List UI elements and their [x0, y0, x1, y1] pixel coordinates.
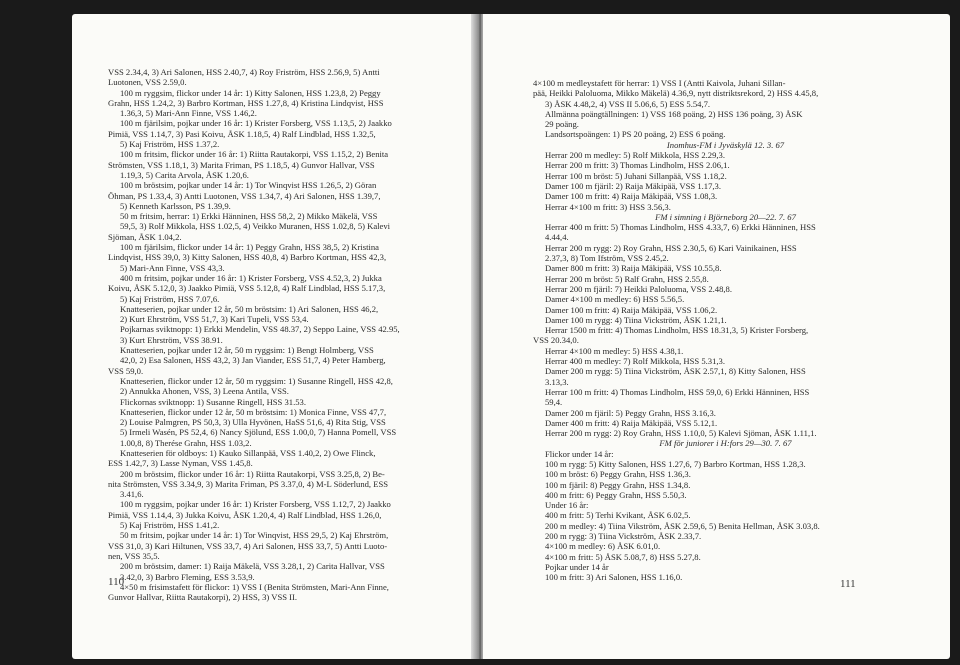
text-line: 4×100 m medley: 6) ÅSK 6.01,0. — [545, 541, 661, 552]
text-line: 100 m fjärilsim, flickor under 14 år: 1) Peggy Grahn, HSS 38,5, 2) Kristina — [120, 242, 379, 253]
text-line: Damer 800 m fritt: 3) Raija Mäkipää, VSS 10.55,8. — [545, 263, 722, 274]
text-line: Knatteserien, pojkar under 12 år, 50 m bröstsim: 1) Ari Salonen, HSS 46,2, — [120, 303, 379, 314]
text-line: 200 m rygg: 3) Tiina Vickström, ÅSK 2.33,7. — [545, 531, 702, 542]
text-line: 59,5, 3) Rolf Mikkola, HSS 1.02,5, 4) Veikko Muranen, HSS 1.02,8, 5) Kalevi — [120, 221, 391, 232]
text-line: Herrar 1500 m fritt: 4) Thomas Lindholm, HSS 18.31,3, 5) Krister Forsberg, — [545, 325, 809, 336]
text-line: VSS 20.34,0. — [533, 335, 579, 346]
text-line: 1.00,8, 8) Therése Grahn, HSS 1.03,2. — [120, 437, 252, 448]
text-line: 100 m bröst: 6) Peggy Grahn, HSS 1.36,3. — [545, 469, 691, 480]
text-line: 1.36,3, 5) Mari-Ann Finne, VSS 1.46,2. — [120, 108, 257, 119]
text-line: Lindqvist, HSS 39,0, 3) Kitty Salonen, HSS 40,8, 4) Barbro Kortman, HSS 42,3, — [108, 252, 387, 263]
text-line: 5) Irmeli Wasén, PS 52,4, 6) Nancy Sjölund, ESS 1.00,0, 7) Hanna Pomell, VSS — [120, 427, 397, 438]
text-line: Knatteserien, flickor under 12 år, 50 m bröstsim: 1) Monica Finne, VSS 47,7, — [120, 406, 387, 417]
text-line: 5) Mari-Ann Finne, VSS 43,3. — [120, 262, 225, 273]
text-line: Knatteserien, pojkar under 12 år, 50 m ryggsim: 1) Bengt Holmberg, VSS — [120, 345, 374, 356]
text-line: Flickornas sviktnopp: 1) Susanne Ringell, HSS 31.53. — [120, 396, 306, 407]
text-line: Damer 100 m fjäril: 2) Raija Mäkipää, VSS 1.17,3. — [545, 180, 721, 191]
text-line: nen, VSS 35,5. — [108, 550, 160, 561]
text-line: Pojkarnas sviktnopp: 1) Erkki Mendelin, VSS 48.37, 2) Seppo Laine, VSS 42.95, — [120, 324, 400, 335]
text-line: 5) Kaj Friström, HSS 7.07,6. — [120, 293, 220, 304]
text-line: Herrar 200 m medley: 5) Rolf Mikkola, HSS 2.29,3. — [545, 150, 725, 161]
right-page — [483, 14, 950, 659]
text-line: ESS 1.42,7, 3) Lasse Nyman, VSS 1.45,8. — [108, 458, 253, 469]
text-line: Flickor under 14 år: — [545, 448, 614, 459]
left-page — [72, 14, 477, 659]
text-line: 3.42,0, 3) Barbro Fleming, ESS 3.53,9. — [120, 571, 255, 582]
text-line: Knatteserien, flickor under 12 år, 50 m ryggsim: 1) Susanne Ringell, HSS 42,8, — [120, 375, 393, 386]
text-line: Pojkar under 14 år — [545, 561, 609, 572]
text-line: Allmänna poängtällningen: 1) VSS 168 poäng, 2) HSS 136 poäng, 3) ÅSK — [545, 108, 803, 119]
text-line: 4×100 m fritt: 5) ÅSK 5.08,7, 8) HSS 5.27,8. — [545, 551, 701, 562]
text-line: Landsortspoängen: 1) PS 20 poäng, 2) ESS 6 poäng. — [545, 129, 726, 140]
text-line: 1.19,3, 5) Carita Arvola, ÅSK 1.20,6. — [120, 169, 249, 180]
text-line: 2) Annukka Ahonen, VSS, 3) Leena Antila, VSS. — [120, 386, 289, 397]
text-line: FM i simning i Björneborg 20—22. 7. 67 — [655, 211, 796, 222]
text-line: Under 16 år: — [545, 500, 589, 511]
text-line: FM för juniorer i H:fors 29—30. 7. 67 — [659, 438, 792, 449]
text-line: 5) Kaj Friström, HSS 1.41,2. — [120, 520, 220, 531]
text-line: 2) Louise Palmgren, PS 50,3, 3) Ulla Hyvönen, HaSS 51,6, 4) Rita Stig, VSS — [120, 417, 386, 428]
text-line: 4.44,4. — [545, 232, 569, 243]
text-line: Damer 100 m fritt: 4) Raija Mäkipää, VSS 1.08,3. — [545, 191, 718, 202]
left-page-text — [108, 67, 453, 602]
text-line: Damer 4×100 m medley: 6) HSS 5.56,5. — [545, 294, 685, 305]
text-line: 2.37,3, 8) Tom Ifström, VSS 2.45,2. — [545, 253, 669, 264]
text-line: 42,0, 2) Esa Salonen, HSS 43,2, 3) Jan Viander, ESS 51,7, 4) Peter Hamberg, — [120, 355, 386, 366]
text-line: 100 m ryggsim, flickor under 14 år: 1) Kitty Salonen, HSS 1.23,8, 2) Peggy — [120, 87, 381, 98]
text-line: 50 m fritsim, herrar: 1) Erkki Hänninen, HSS 58,2, 2) Mikko Mäkelä, VSS — [120, 211, 378, 222]
text-line: 4×50 m frisimstafett för flickor: 1) VSS I (Benita Strömsten, Mari-Ann Finne, — [120, 581, 389, 592]
text-line: 2) Kurt Ehrström, VSS 51,7, 3) Kari Tupeli, VSS 53,4. — [120, 314, 309, 325]
text-line: Damer 400 m fritt: 4) Raija Mäkipää, VSS 5.12,1. — [545, 417, 718, 428]
text-line: Grahn, HSS 1.24,2, 3) Barbro Kortman, HSS 1.27,8, 4) Kristina Lindqvist, HSS — [108, 97, 384, 108]
text-line: 400 m fritt: 6) Peggy Grahn, HSS 5.50,3. — [545, 489, 687, 500]
text-line: Herrar 4×100 m medley: 5) HSS 4.38,1. — [545, 345, 684, 356]
text-line: 3) Kurt Ehrström, VSS 38.91. — [120, 334, 223, 345]
right-page-number: 111 — [840, 578, 856, 590]
text-line: 3.13,3. — [545, 376, 569, 387]
text-line: 100 m fjäril: 8) Peggy Grahn, HSS 1.34,8. — [545, 479, 691, 490]
text-line: Herrar 4×100 m fritt: 3) HSS 3.56,3. — [545, 201, 671, 212]
text-line: 100 m fritsim, flickor under 16 år: 1) Riitta Rautakorpi, VSS 1.15,2, 2) Benita — [120, 149, 389, 160]
text-line: Koivu, ÅSK 5.12,0, 3) Jaakko Pimiä, VSS 5.12,8, 4) Ralf Lindblad, HSS 5.17,3, — [108, 283, 386, 294]
right-page-text — [533, 78, 918, 583]
text-line: 200 m medley: 4) Tiina Vikström, ÅSK 2.59,6, 5) Benita Hellman, ÅSK 3.03,8. — [545, 520, 820, 531]
text-line: Sjöman, ÅSK 1.04,2. — [108, 231, 182, 242]
text-line: VSS 59,0. — [108, 365, 144, 376]
text-line: 400 m fritsim, pojkar under 16 år: 1) Krister Forsberg, VSS 4.52,3, 2) Jukka — [120, 272, 382, 283]
left-page-number: 110 — [108, 576, 125, 588]
text-line: 5) Kaj Friström, HSS 1.37,2. — [120, 139, 220, 150]
text-line: 200 m bröstsim, damer: 1) Raija Mäkelä, VSS 3.28,1, 2) Carita Hallvar, VSS — [120, 561, 385, 572]
text-line: Damer 100 m fritt: 4) Raija Mäkipää, VSS 1.06,2. — [545, 304, 718, 315]
text-line: VSS 2.34,4, 3) Ari Salonen, HSS 2.40,7, 4) Roy Friström, HSS 2.56,9, 5) Antti — [108, 67, 380, 77]
text-line: Damer 200 m rygg: 5) Tiina Vickström, ÅSK 2.57,1, 8) Kitty Salonen, HSS — [545, 366, 806, 377]
text-line: Herrar 100 m fritt: 4) Thomas Lindholm, HSS 59,0, 6) Erkki Hänninen, HSS — [545, 386, 810, 397]
text-line: Damer 200 m fjäril: 5) Peggy Grahn, HSS 3.16,3. — [545, 407, 716, 418]
text-line: 4×100 m medleystafett för herrar: 1) VSS I (Antti Kaivola, Juhani Sillan- — [533, 78, 786, 88]
text-line: Herrar 100 m bröst: 5) Juhani Sillanpää, VSS 1.18,2. — [545, 170, 727, 181]
text-line: 5) Kenneth Karlsson, PS 1.39,9. — [120, 200, 231, 211]
text-line: 400 m fritt: 5) Terhi Kvikant, ÅSK 6.02,5. — [545, 510, 691, 521]
text-line: VSS 31,0, 3) Kari Hiltunen, VSS 33,7, 4) Ari Salonen, HSS 33,7, 5) Antti Luoto- — [108, 540, 388, 551]
text-line: 3.41,6. — [120, 489, 144, 500]
text-line: Herrar 200 m fritt: 3) Thomas Lindholm, HSS 2.06,1. — [545, 160, 730, 171]
text-line: Herrar 400 m fritt: 5) Thomas Lindholm, HSS 4.33,7, 6) Erkki Hänninen, HSS — [545, 222, 816, 233]
text-line: 100 m rygg: 5) Kitty Salonen, HSS 1.27,6, 7) Barbro Kortman, HSS 1.28,3. — [545, 458, 806, 469]
text-line: 59,4. — [545, 397, 563, 408]
text-line: Herrar 200 m fjäril: 7) Heikki Paloluoma, VSS 2.48,8. — [545, 283, 732, 294]
text-line: 3) ÅSK 4.48,2, 4) VSS II 5.06,6, 5) ESS 5.54,7. — [545, 98, 711, 109]
text-line: Pimiä, VSS 1.14,7, 3) Pasi Koivu, ÅSK 1.18,5, 4) Ralf Lindblad, HSS 1.32,5, — [108, 128, 376, 139]
text-line: Herrar 200 m bröst: 5) Ralf Grahn, HSS 2.55,8. — [545, 273, 709, 284]
text-line: Damer 100 m rygg: 4) Tiina Vickström, ÅSK 1.21,1. — [545, 314, 727, 325]
text-line: nita Strömsten, VSS 3.34,9, 3) Marita Friman, PS 3.37,0, 4) M-L Söderlund, ESS — [108, 478, 389, 489]
text-line: Pimiä, VSS 1.14,4, 3) Jukka Koivu, ÅSK 1.20,4, 4) Ralf Lindblad, HSS 1.26,0, — [108, 509, 382, 520]
text-line: Herrar 400 m medley: 7) Rolf Mikkola, HSS 5.31,3. — [545, 356, 725, 367]
text-line: 200 m bröstsim, flickor under 16 år: 1) Riitta Rautakorpi, VSS 3.25,8, 2) Be- — [120, 468, 385, 479]
text-line: 29 poäng. — [545, 119, 579, 130]
text-line: 100 m fritt: 3) Ari Salonen, HSS 1.16,0. — [545, 572, 683, 583]
text-line: 100 m fjärilsim, pojkar under 16 år: 1) Krister Forsberg, VSS 1.13,5, 2) Jaakko — [120, 118, 392, 129]
text-line: Herrar 200 m rygg: 2) Roy Grahn, HSS 1.10,0, 5) Kalevi Sjöman, ÅSK 1.11,1. — [545, 428, 817, 439]
text-line: Knatteserien för oldboys: 1) Kauko Sillanpää, VSS 1.40,2, 2) Owe Flinck, — [120, 447, 376, 458]
text-line: Gunvor Hallvar, Riitta Rautakorpi), 2) HSS, 3) VSS II. — [108, 592, 298, 603]
text-line: Luotonen, VSS 2.59,0. — [108, 77, 187, 88]
text-line: Herrar 200 m rygg: 2) Roy Grahn, HSS 2.30,5, 6) Kari Vainikainen, HSS — [545, 242, 797, 253]
text-line: pää, Heikki Paloluoma, Mikko Mäkelä) 4.36,9, nytt distriktsrekord, 2) HSS 4.45,8, — [533, 88, 819, 99]
text-line: 50 m fritsim, pojkar under 14 år: 1) Tor Winqvist, HSS 29,5, 2) Kaj Ehrström, — [120, 530, 389, 541]
text-line: Öhman, PS 1.33,4, 3) Antti Luotonen, VSS 1.34,7, 4) Ari Salonen, HSS 1.39,7, — [108, 190, 381, 201]
text-line: 100 m bröstsim, pojkar under 14 år: 1) Tor Winqvist HSS 1.26,5, 2) Göran — [120, 180, 377, 191]
text-line: 100 m ryggsim, pojkar under 16 år: 1) Krister Forsberg, VSS 1.12,7, 2) Jaakko — [120, 499, 391, 510]
text-line: Inomhus-FM i Jyväskylä 12. 3. 67 — [666, 139, 785, 150]
text-line: Strömsten, VSS 1.18,1, 3) Marita Friman, PS 1.18,5, 4) Gunvor Hallvar, VSS — [108, 159, 375, 170]
